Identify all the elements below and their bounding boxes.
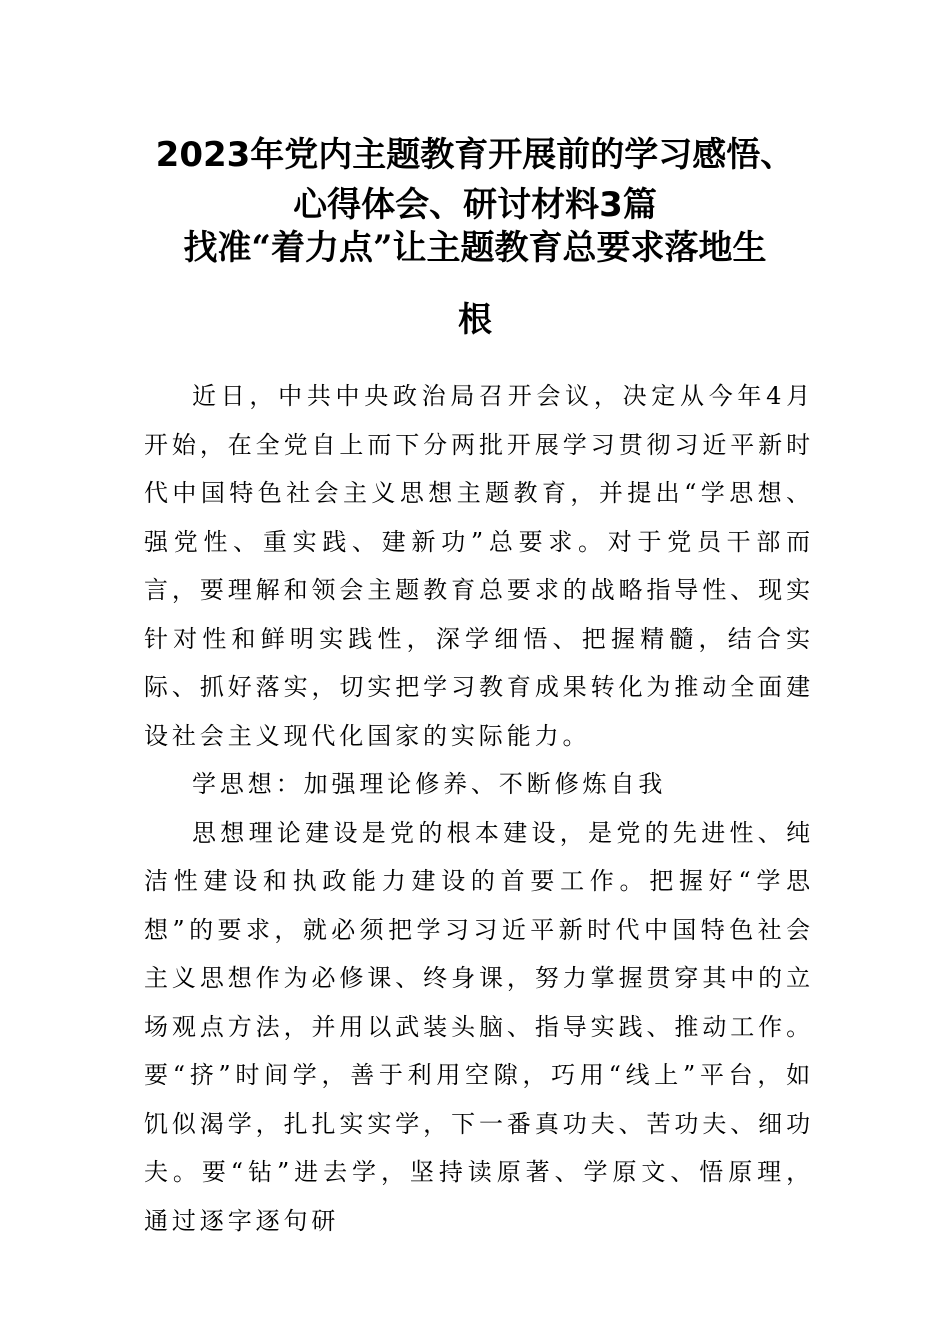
- intro-paragraph: 近日，中共中央政治局召开会议，决定从今年4月开始，在全党自上而下分两批开展学习贯彻习近平新时代中国特色社会主义思想主题教育，并提出“学思想、强党性、重实践、建新功”总要求。对于党员干部而言，要理解和领会主题教育总要求的战略指导性、现实针对性和鲜明实践性，深学细悟、把握精髓，结合实际、抓好落实，切实把学习教育成果转化为推动全面建设社会主义现代化国家的实际能力。: [144, 382, 814, 750]
- article-title-line-2: 根: [458, 300, 492, 340]
- article-body: [144, 372, 814, 1245]
- section-heading: 学思想：加强理论修养、不断修炼自我: [192, 770, 667, 798]
- body-paragraph: 思想理论建设是党的根本建设，是党的先进性、纯洁性建设和执政能力建设的首要工作。把握好“学思想”的要求，就必须把学习习近平新时代中国特色社会主义思想作为必修课、终身课，努力掌握贯穿其中的立场观点方法，并用以武装头脑、指导实践、推动工作。要“挤”时间学，善于利用空隙，巧用“线上”平台，如饥似渴学，扎扎实实学，下一番真功夫、苦功夫、细功夫。要“钻”进去学，坚持读原著、学原文、悟原理，通过逐字逐句研: [144, 818, 814, 1235]
- article-title-line-1: 找准“着力点”让主题教育总要求落地生: [183, 228, 767, 268]
- document-title-line-1: 2023年党内主题教育开展前的学习感悟、: [155, 135, 795, 175]
- document-title-line-2: 心得体会、研讨材料3篇: [293, 185, 657, 225]
